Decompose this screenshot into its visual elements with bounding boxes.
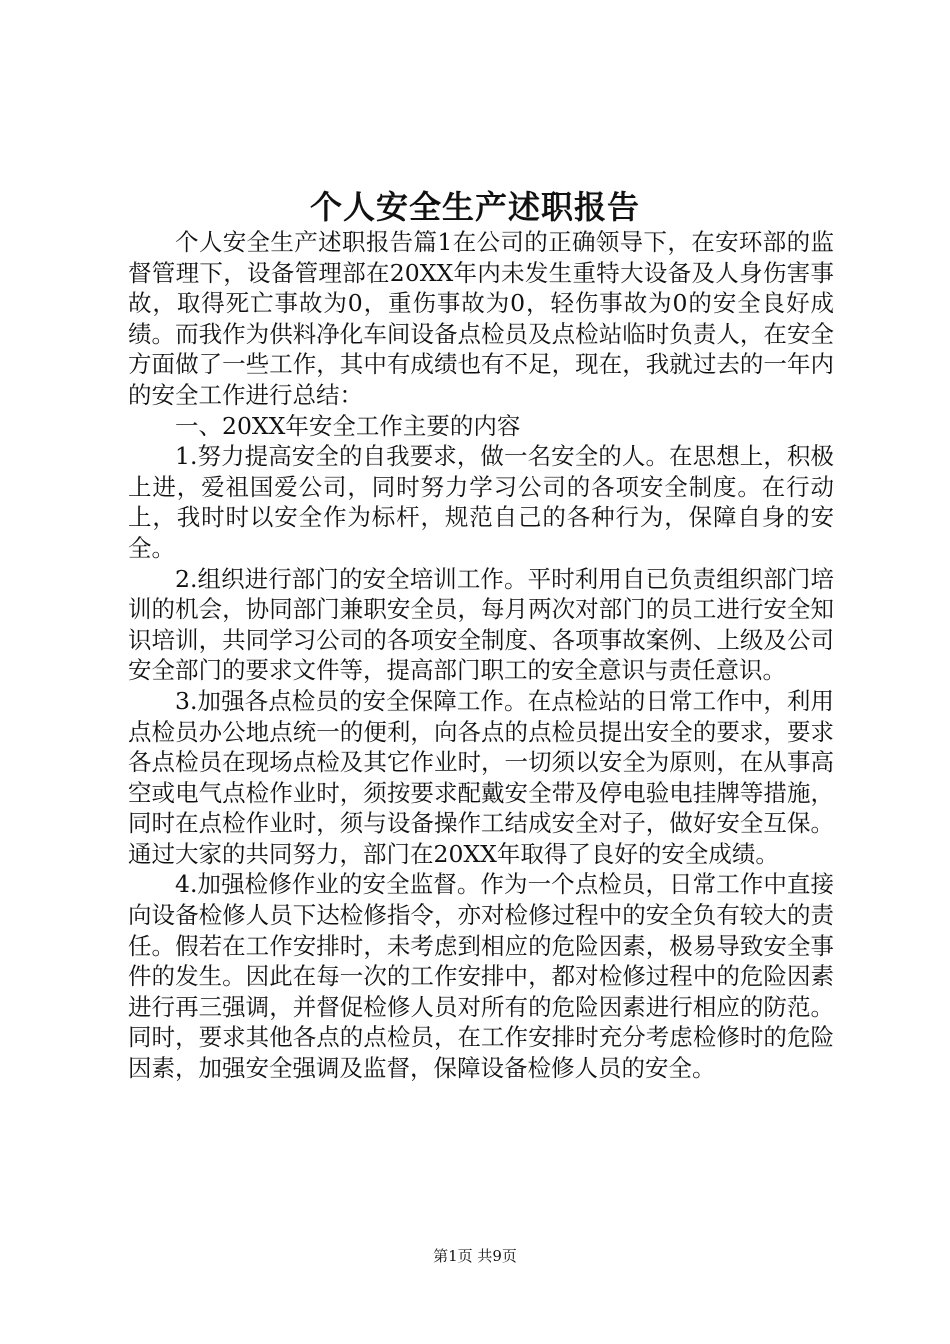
paragraph-item-4: 4.加强检修作业的安全监督。作为一个点检员，日常工作中直接向设备检修人员下达检修指令，亦对检修过程中的安全负有较大的责任。假若在工作安排时，未考虑到相应的危险因素，极易导致安全事件的发生。因此在每一次的工作安排中，都对检修过程中的危险因素进行再三强调，并督促检修人员对所有的危险因素进行相应的防范。同时，要求其他各点的点检员，在工作安排时充分考虑检修时的危险因素，加强安全强调及监督，保障设备检修人员的安全。 xyxy=(128,870,834,1083)
paragraph-item-3: 3.加强各点检员的安全保障工作。在点检站的日常工作中，利用点检员办公地点统一的便利，向各点的点检员提出安全的要求，要求各点检员在现场点检及其它作业时，一切须以安全为原则，在从事高空或电气点检作业时，须按要求配戴安全带及停电验电挂牌等措施，同时在点检作业时，须与设备操作工结成安全对子，做好安全互保。通过大家的共同努力，部门在20XX年取得了良好的安全成绩。 xyxy=(128,686,834,868)
paragraph-item-2: 2.组织进行部门的安全培训工作。平时利用自已负责组织部门培训的机会，协同部门兼职安全员，每月两次对部门的员工进行安全知识培训，共同学习公司的各项安全制度、各项事故案例、上级及公司安全部门的要求文件等，提高部门职工的安全意识与责任意识。 xyxy=(128,564,834,685)
section-heading: 一、20XX年安全工作主要的内容 xyxy=(175,411,521,440)
document-body xyxy=(128,227,834,1084)
paragraph-item-1: 1.努力提高安全的自我要求，做一名安全的人。在思想上，积极上进，爱祖国爱公司，同时努力学习公司的各项安全制度。在行动上，我时时以安全作为标杆，规范自己的各种行为，保障自身的安全。 xyxy=(128,442,834,562)
document-title: 个人安全生产述职报告 xyxy=(309,188,640,226)
paragraph-intro: 个人安全生产述职报告篇1在公司的正确领导下，在安环部的监督管理下，设备管理部在20XX年内未发生重特大设备及人身伤害事故，取得死亡事故为0，重伤事故为0，轻伤事故为0的安全良好成绩。而我作为供料净化车间设备点检员及点检站临时负责人，在安全方面做了一些工作，其中有成绩也有不足，现在，我就过去的一年内的安全工作进行总结： xyxy=(128,228,834,409)
page-footer: 第1页 共9页 xyxy=(433,1247,517,1265)
